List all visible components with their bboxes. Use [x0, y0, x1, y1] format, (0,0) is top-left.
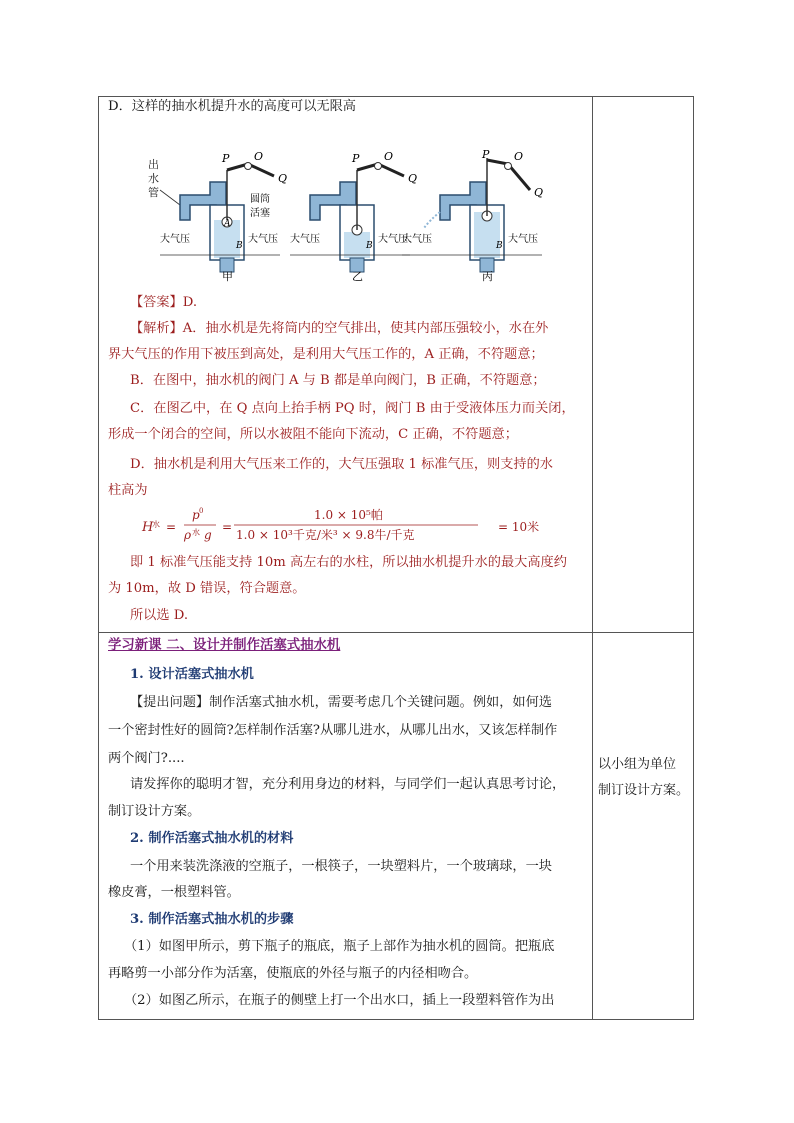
p3-line-1: （1）如图甲所示，剪下瓶子的瓶底，瓶子上部作为抽水机的圆筒。把瓶底: [124, 939, 555, 954]
label-q-2: Q: [408, 172, 418, 185]
analysis-line-2: 界大气压的作用下被压到高处，是利用大气压工作的，A 正确，不符题意；: [108, 347, 544, 362]
outlet-label-1: 出: [148, 158, 159, 171]
label-cylinder: 圆筒: [250, 194, 270, 205]
analysis-line-4: C．在图乙中，在 Q 点向上抬手柄 PQ 时，阀门 B 由于受液体压力而关闭，: [130, 401, 575, 416]
atm-right-2: 大气压: [378, 234, 408, 245]
frac1-num-sup: 0: [199, 507, 204, 515]
label-b-2: B: [366, 241, 373, 251]
side-note-line-2: 制订设计方案。: [598, 783, 690, 798]
p1-line-4: 请发挥你的聪明才智，充分利用身边的材料，与同学们一起认真思考讨论，: [130, 777, 566, 792]
analysis-line-6: D．抽水机是利用大气压来工作的，大气压强取 1 标准气压，则支持的水: [130, 457, 553, 472]
p1-line-5: 制订设计方案。: [108, 804, 201, 819]
side-note-line-1: 以小组为单位: [598, 757, 677, 772]
formula-lhs: H: [142, 520, 154, 535]
label-p-1: P: [222, 152, 230, 165]
conclusion-line-2: 为 10m，故 D 错误，符合题意。: [108, 581, 306, 596]
analysis-line-5: 形成一个闭合的空间，所以水被阻不能向下流动，C 正确，不符题意；: [108, 427, 518, 442]
label-p-2: P: [352, 152, 360, 165]
atm-left-1: 大气压: [160, 234, 190, 245]
p3-line-3: （2）如图乙所示，在瓶子的侧壁上打一个出水口，插上一段塑料管作为出: [124, 993, 555, 1008]
answer: 【答案】D.: [130, 295, 198, 310]
label-piston: 活塞: [250, 208, 270, 219]
conclusion-line-3: 所以选 D.: [130, 608, 189, 623]
p2-line-2: 橡皮膏，一根塑料管。: [108, 885, 240, 900]
atm-right-3: 大气压: [508, 234, 538, 245]
analysis-line-1: 【解析】A．抽水机是先将筒内的空气排出，使其内部压强较小，水在外: [130, 321, 549, 336]
p1-line-3: 两个阀门?....: [108, 751, 185, 766]
formula-result: = 10米: [498, 520, 540, 534]
water-column-formula: [140, 505, 580, 547]
caption-jia: 甲: [222, 270, 233, 283]
label-a-1: A: [224, 219, 231, 229]
p3-line-2: 再略剪一小部分作为活塞，使瓶底的外径与瓶子的内径相吻合。: [108, 966, 478, 981]
label-o-2: O: [384, 150, 394, 163]
p2-line-1: 一个用来装洗涤液的空瓶子，一根筷子，一块塑料片，一个玻璃球，一块: [130, 859, 552, 874]
formula-lhs-sub: 水: [152, 520, 160, 529]
pump-bing: [402, 150, 543, 283]
section-title: 学习新课 二、设计并制作活塞式抽水机: [108, 637, 341, 653]
label-q-3: Q: [534, 186, 544, 199]
caption-bing: 丙: [482, 270, 493, 283]
label-q-1: Q: [278, 172, 288, 185]
atm-right-1: 大气压: [248, 234, 278, 245]
label-b-1: B: [236, 241, 243, 251]
heading-3: 3. 制作活塞式抽水机的步骤: [130, 912, 294, 927]
label-o-3: O: [514, 150, 524, 163]
p1-line-1: 【提出问题】制作活塞式抽水机，需要考虑几个关键问题。例如，如何选: [130, 695, 552, 710]
p1-line-2: 一个密封性好的圆筒?怎样制作活塞?从哪儿进水，从哪儿出水，又该怎样制作: [108, 723, 558, 738]
frac1-den-sub: 水: [192, 528, 200, 537]
option-d: D．这样的抽水机提升水的高度可以无限高: [108, 99, 356, 114]
atm-left-2: 大气压: [290, 234, 320, 245]
frac2-num: 1.0 × 10⁵帕: [314, 508, 383, 522]
analysis-line-3: B．在图中，抽水机的阀门 A 与 B 都是单向阀门，B 正确，不符题意；: [130, 373, 546, 388]
atm-left-3: 大气压: [402, 234, 432, 245]
pump-jia: [160, 150, 287, 283]
caption-yi: 乙: [352, 270, 363, 283]
label-p-3: P: [482, 150, 490, 161]
frac1-num: p: [192, 508, 200, 522]
frac1-den: ρ: [184, 528, 192, 542]
formula-eq-1: =: [166, 520, 177, 534]
pump-yi: [290, 150, 417, 283]
label-b-3: B: [496, 241, 503, 251]
pump-figure: [140, 150, 560, 285]
outlet-label-3: 管: [148, 186, 159, 199]
heading-1: 1. 设计活塞式抽水机: [130, 667, 254, 682]
outlet-label-2: 水: [148, 172, 159, 185]
analysis-line-7: 柱高为: [108, 483, 148, 498]
label-o-1: O: [254, 150, 264, 163]
heading-2: 2. 制作活塞式抽水机的材料: [130, 831, 294, 846]
frac1-den-tail: g: [204, 528, 212, 542]
frac2-den: 1.0 × 10³千克/米³ × 9.8牛/千克: [236, 528, 415, 542]
formula-eq-2: =: [222, 520, 233, 534]
conclusion-line-1: 即 1 标准气压能支持 10m 高左右的水柱，所以抽水机提升水的最大高度约: [130, 555, 567, 570]
